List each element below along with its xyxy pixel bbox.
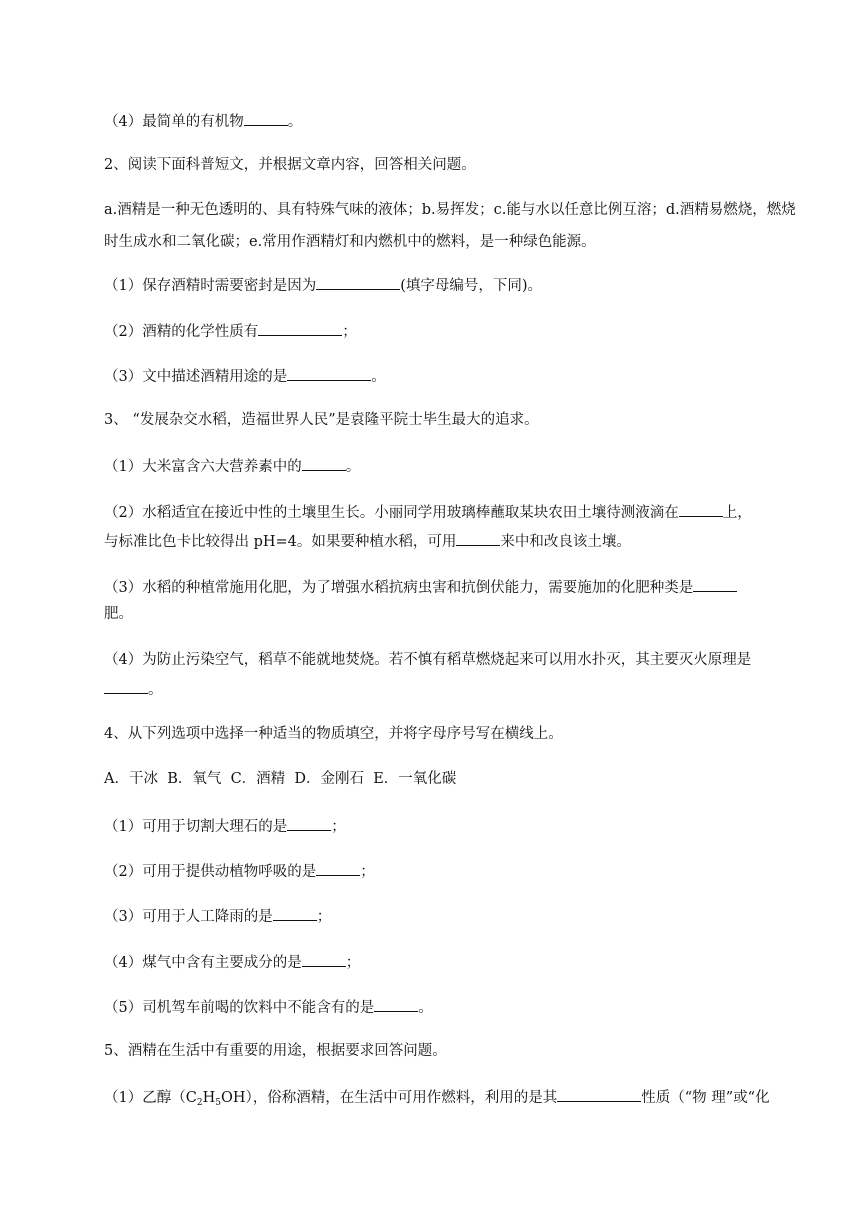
- answer-blank[interactable]: [287, 815, 331, 831]
- answer-blank[interactable]: [104, 678, 148, 694]
- question-2-passage: a.酒精是一种无色透明的、具有特殊气味的液体；b.易挥发；c.能与水以任意比例互溶；d.酒精易燃烧，燃烧时生成水和二氧化碳；e.常用作酒精灯和内燃机中的燃料，是一种绿色能源。: [104, 202, 796, 250]
- answer-blank[interactable]: [679, 501, 723, 517]
- question-3-heading: 3、 “发展杂交水稻，造福世界人民”是袁隆平院士毕生最大的追求。: [104, 412, 539, 428]
- question-3-2-line-1: （2）水稻适宜在接近中性的土壤里生长。小丽同学用玻璃棒蘸取某块农田土壤待测液滴在 上，: [104, 501, 800, 523]
- question-4-3: （3）可用于人工降雨的是 ；: [104, 905, 800, 927]
- question-3-4-line-1: （4）为防止污染空气，稻草不能就地焚烧。若不慎有稻草燃烧起来可以用水扑灭，其主要灭火原理是: [104, 652, 752, 668]
- question-2-2: （2）酒精的化学性质有 ；: [104, 320, 800, 342]
- answer-blank[interactable]: [456, 530, 500, 546]
- question-3-3-line-1: （3）水稻的种植常施用化肥，为了增强水稻抗病虫害和抗倒伏能力，需要施加的化肥种类是: [104, 576, 800, 598]
- question-3-3-line-2: 肥。: [104, 606, 133, 622]
- answer-blank[interactable]: [316, 274, 400, 290]
- question-4-5: （5）司机驾车前喝的饮料中不能含有的是 。: [104, 996, 800, 1018]
- question-4-options: A．干冰 B．氧气 C．酒精 D．金刚石 E．一氧化碳: [104, 771, 457, 787]
- answer-blank[interactable]: [316, 860, 360, 876]
- question-3-1: （1）大米富含六大营养素中的 。: [104, 455, 800, 477]
- question-5-1: （1）乙醇$(C_2H_5OH)$，俗称酒精，在生活中可用作燃料，利用的是其 性质（“物 理”或“化: [104, 1086, 800, 1113]
- answer-blank[interactable]: [302, 455, 346, 471]
- answer-blank[interactable]: [273, 905, 317, 921]
- question-5-heading: 5、酒精在生活中有重要的用途，根据要求回答问题。: [104, 1043, 447, 1059]
- question-2-3: （3）文中描述酒精用途的是 。: [104, 365, 800, 387]
- answer-blank[interactable]: [302, 951, 346, 967]
- question-4-4: （4）煤气中含有主要成分的是 ；: [104, 951, 800, 973]
- question-4-heading: 4、从下列选项中选择一种适当的物质填空，并将字母序号写在横线上。: [104, 726, 563, 742]
- question-3-2-line-2: 与标准比色卡比较得出 pH=4。如果要种植水稻，可用 来中和改良该土壤。: [104, 530, 800, 552]
- answer-blank[interactable]: [244, 110, 288, 126]
- question-1-4: （4）最简单的有机物 。: [104, 110, 800, 132]
- question-2-heading: 2、阅读下面科普短文，并根据文章内容，回答相关问题。: [104, 157, 476, 173]
- answer-blank[interactable]: [374, 996, 418, 1012]
- answer-blank[interactable]: [557, 1086, 641, 1102]
- question-4-1: （1）可用于切割大理石的是 ；: [104, 815, 800, 837]
- question-3-4-line-2: 。: [104, 678, 800, 700]
- question-4-2: （2）可用于提供动植物呼吸的是 ；: [104, 860, 800, 882]
- answer-blank[interactable]: [693, 576, 737, 592]
- answer-blank[interactable]: [287, 365, 371, 381]
- question-2-1: （1）保存酒精时需要密封是因为 (填字母编号，下同)。: [104, 274, 800, 296]
- answer-blank[interactable]: [258, 320, 342, 336]
